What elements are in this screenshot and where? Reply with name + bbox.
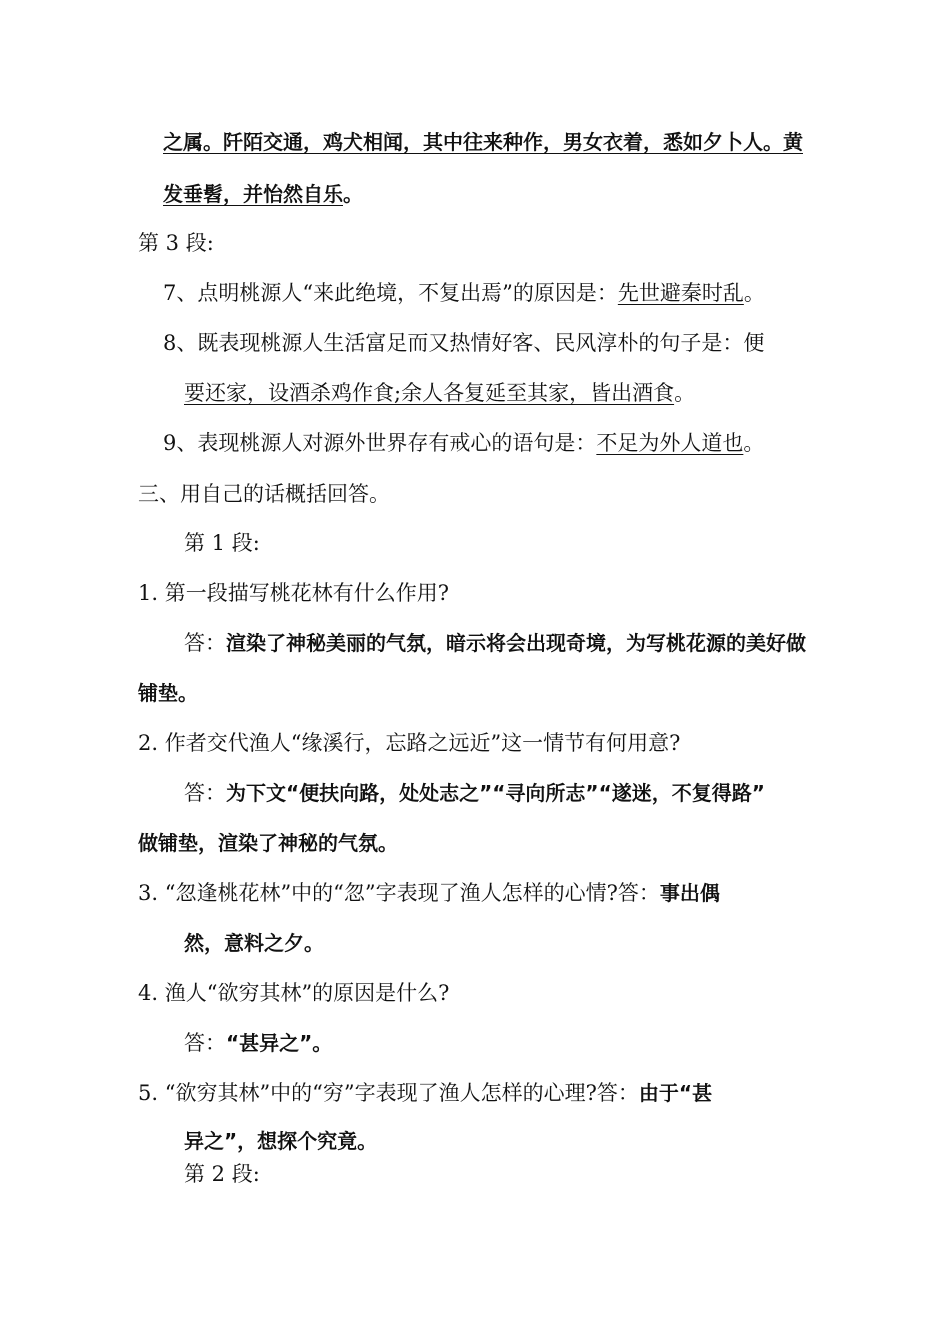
question-text: 5. “欲穷其林”中的“穷”字表现了渔人怎样的心理?答： xyxy=(138,1081,639,1105)
sub-question-3 xyxy=(138,879,720,907)
answer-text: 为下文“便扶向路，处处志之”“寻向所志”“遂迷，不复得路” xyxy=(226,781,765,805)
answer-text: 由于“甚 xyxy=(638,1081,713,1105)
question-text: 3. “忽逢桃花林”中的“忽”字表现了渔人怎样的心情?答： xyxy=(138,881,660,905)
answer-label: 答： xyxy=(184,631,226,655)
answer-continuation: 做铺垫，渲染了神秘的气氛。 xyxy=(138,831,398,855)
question-8-answer xyxy=(184,379,695,407)
section-title: 三、用自己的话概括回答。 xyxy=(138,482,390,506)
paragraph-heading: 第 1 段: xyxy=(184,531,260,555)
answer-label: 答： xyxy=(184,781,226,805)
question-9 xyxy=(163,429,764,457)
sub-question-4: 4. 渔人“欲穷其林”的原因是什么? xyxy=(138,981,450,1005)
sub-answer-2 xyxy=(184,779,765,807)
answer-text: 事出偶 xyxy=(659,881,720,905)
underlined-answer: 之属。阡陌交通，鸡犬相闻，其中往来种作，男女衣着，悉如夕卜人。黄 xyxy=(163,130,803,154)
answer-text: “甚异之”。 xyxy=(226,1031,333,1055)
answer-continuation: 铺垫。 xyxy=(138,681,198,705)
question-text: 9、表现桃源人对源外世界存有戒心的语句是： xyxy=(163,431,597,455)
punctuation: 。 xyxy=(743,431,765,455)
sub-answer-1 xyxy=(184,629,806,657)
sub-question-1: 1. 第一段描写桃花林有什么作用? xyxy=(138,581,449,605)
punctuation: 。 xyxy=(343,182,363,206)
question-text: 7、点明桃源人“来此绝境，不复出焉”的原因是： xyxy=(163,281,618,305)
answer-label: 答： xyxy=(184,1031,226,1055)
sub-question-2: 2. 作者交代渔人“缘溪行，忘路之远近”这一情节有何用意? xyxy=(138,731,681,755)
punctuation: 。 xyxy=(743,281,765,305)
text-line xyxy=(163,180,363,208)
sub-answer-4 xyxy=(184,1029,332,1057)
answer-text: 渲染了神秘美丽的气氛，暗示将会出现奇境，为写桃花源的美好做 xyxy=(226,631,806,655)
question-8: 8、既表现桃源人生活富足而又热情好客、民风淳朴的句子是：便 xyxy=(163,331,765,355)
underlined-answer: 先世避秦时乱 xyxy=(617,281,744,305)
punctuation: 。 xyxy=(674,381,696,405)
answer-continuation: 然，意料之夕。 xyxy=(184,931,324,955)
underlined-answer: 不足为外人道也 xyxy=(596,431,744,455)
question-7 xyxy=(163,279,765,307)
text-line xyxy=(163,128,803,156)
underlined-answer: 要还家，设酒杀鸡作食;余人各复延至其家，皆出酒食 xyxy=(184,381,675,405)
paragraph-heading: 第 3 段: xyxy=(138,231,214,255)
answer-continuation: 异之”，想探个究竟。 xyxy=(184,1129,378,1153)
sub-question-5 xyxy=(138,1079,712,1107)
paragraph-heading: 第 2 段: xyxy=(184,1162,260,1186)
underlined-answer: 发垂髫，并怡然自乐 xyxy=(163,182,343,206)
